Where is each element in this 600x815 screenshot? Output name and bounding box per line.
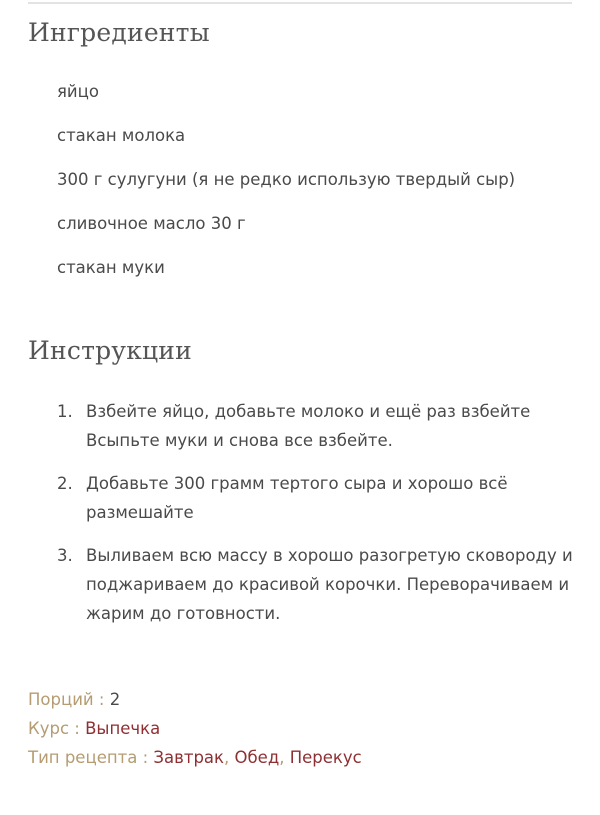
instructions-list (57, 397, 577, 642)
recipe-type-row (28, 743, 362, 772)
step-text: Добавьте 300 грамм тертого сыра и хорошо всё размешайте (86, 474, 508, 522)
ingredient-item: стакан муки (57, 258, 165, 277)
ingredient-item: сливочное масло 30 г (57, 214, 246, 233)
course-row (28, 714, 160, 743)
recipe-type-link-breakfast[interactable]: Завтрак (153, 748, 224, 767)
ingredient-item: яйцо (57, 82, 99, 101)
step-text: Выливаем всю массу в хорошо разогретую сковороду и поджариваем до красивой корочки. Переворачиваем и жарим до готовности. (86, 546, 573, 623)
recipe-type-link-lunch[interactable]: Обед (234, 748, 280, 767)
recipe-type-link-snack[interactable]: Перекус (289, 748, 362, 767)
course-label: Курс : (28, 719, 80, 738)
servings-row (28, 685, 120, 714)
servings-label: Порций : (28, 690, 105, 709)
instruction-step (57, 397, 577, 455)
step-number: 1. (57, 402, 73, 421)
step-number: 3. (57, 546, 73, 565)
step-number: 2. (57, 474, 73, 493)
instructions-heading: Инструкции (28, 336, 193, 365)
instruction-step (57, 541, 577, 628)
recipe-type-separator: , (224, 748, 230, 767)
ingredient-item: 300 г сулугуни (я не редко использую твердый сыр) (57, 170, 516, 189)
ingredient-item: стакан молока (57, 126, 186, 145)
recipe-type-label: Тип рецепта : (28, 748, 149, 767)
top-divider (28, 2, 572, 4)
ingredients-list (57, 80, 515, 300)
servings-value: 2 (109, 690, 121, 709)
step-text: Взбейте яйцо, добавьте молоко и ещё раз взбейте Всыпьте муки и снова все взбейте. (86, 402, 531, 450)
course-link-baking[interactable]: Выпечка (85, 719, 161, 738)
instruction-step (57, 469, 577, 527)
recipe-type-separator: , (279, 748, 285, 767)
ingredients-heading: Ингредиенты (28, 18, 210, 47)
